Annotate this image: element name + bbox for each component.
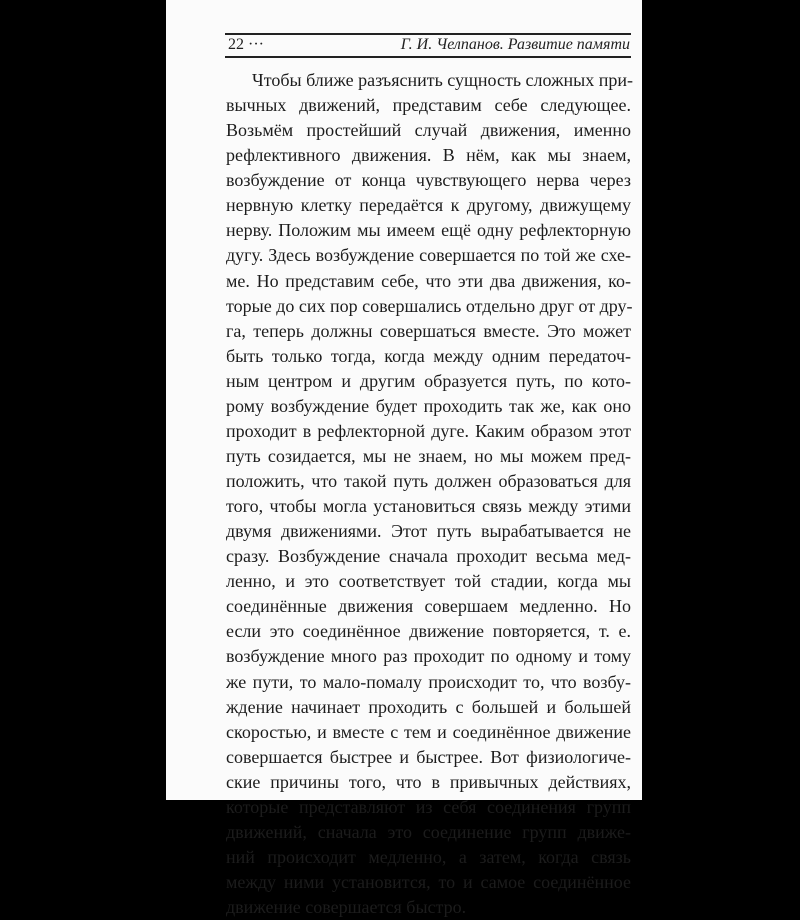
text-line: га, теперь должны совершаться вместе. Это может [226,320,631,341]
text-line: Чтобы ближе разъяснить сущность сложных при- [252,70,634,90]
text-line: дугу. Здесь возбуждение совершается по той же схе- [226,245,631,266]
text-line: вычных движений, представим себе следующее. [226,95,631,116]
body-text [226,68,634,920]
text-line: ленно, и это соответствует той стадии, когда мы [226,571,631,592]
text-line: возбуждение много раз проходит по одному и тому [226,646,631,667]
text-line: нерву. Положим мы имеем ещё одну рефлекторную [226,220,631,241]
text-line: если это соединённое движение повторяется, т. е. [226,621,631,642]
text-line: ждение начинает проходить с большей и большей [226,696,631,717]
text-line: между ними установится, то и самое соединённое [226,872,631,892]
text-line: торые до сих пор совершались отдельно друг от дру- [226,295,633,316]
text-line: Возьмём простейший случай движения, именно [226,120,631,141]
text-line: положить, что такой путь должен образоваться для [226,471,631,491]
text-line: двумя движениями. Этот путь вырабатывается не [226,521,631,542]
text-line: рефлективного движения. В нём, как мы знаем, [226,145,631,166]
text-line: возбуждение от конца чувствующего нерва через [226,170,631,191]
text-line: соединённые движения совершаем медленно. Но [226,596,631,617]
text-line: рому возбуждение будет проходить так же, как оно [226,395,631,416]
header-bottom-rule [225,56,631,58]
text-line: сразу. Возбуждение сначала проходит весьма мед- [226,546,631,567]
text-line: проходит в рефлекторной дуге. Каким образом этот [226,420,631,441]
text-line: ным центром и другим образуется путь, по кото- [226,370,631,391]
running-title: Г. И. Челпанов. Развитие памяти [400,36,630,53]
page-number: 22 ··· [228,36,264,53]
text-line: быть только тогда, когда между одним передаточ- [226,345,631,366]
text-line: того, чтобы могла установиться связь между этими [226,496,631,517]
header-top-rule [225,33,631,35]
text-line: путь созидается, мы не знаем, но мы можем пред- [226,445,631,466]
text-line: скоростью, и вместе с тем и соединённое движение [226,721,631,742]
book-page [166,0,642,918]
text-line: ме. Но представим себе, что эти два движения, ко- [226,270,631,291]
running-header [226,36,630,54]
text-line: совершается быстрее и быстрее. Вот физиологиче- [226,746,631,767]
text-line: движений, сначала это соединение групп движе- [226,821,631,842]
text-line: ний происходит медленно, а затем, когда связь [226,846,631,867]
text-line: движение совершается быстро. [226,897,467,918]
text-line: же пути, то мало-помалу происходит то, что возбу- [226,671,631,692]
text-line: ские причины того, что в привычных действиях, [226,771,631,792]
text-line: которые представляют из себя соединения групп [226,796,631,817]
text-line: нервную клетку передаётся к другому, движущему [226,195,631,216]
